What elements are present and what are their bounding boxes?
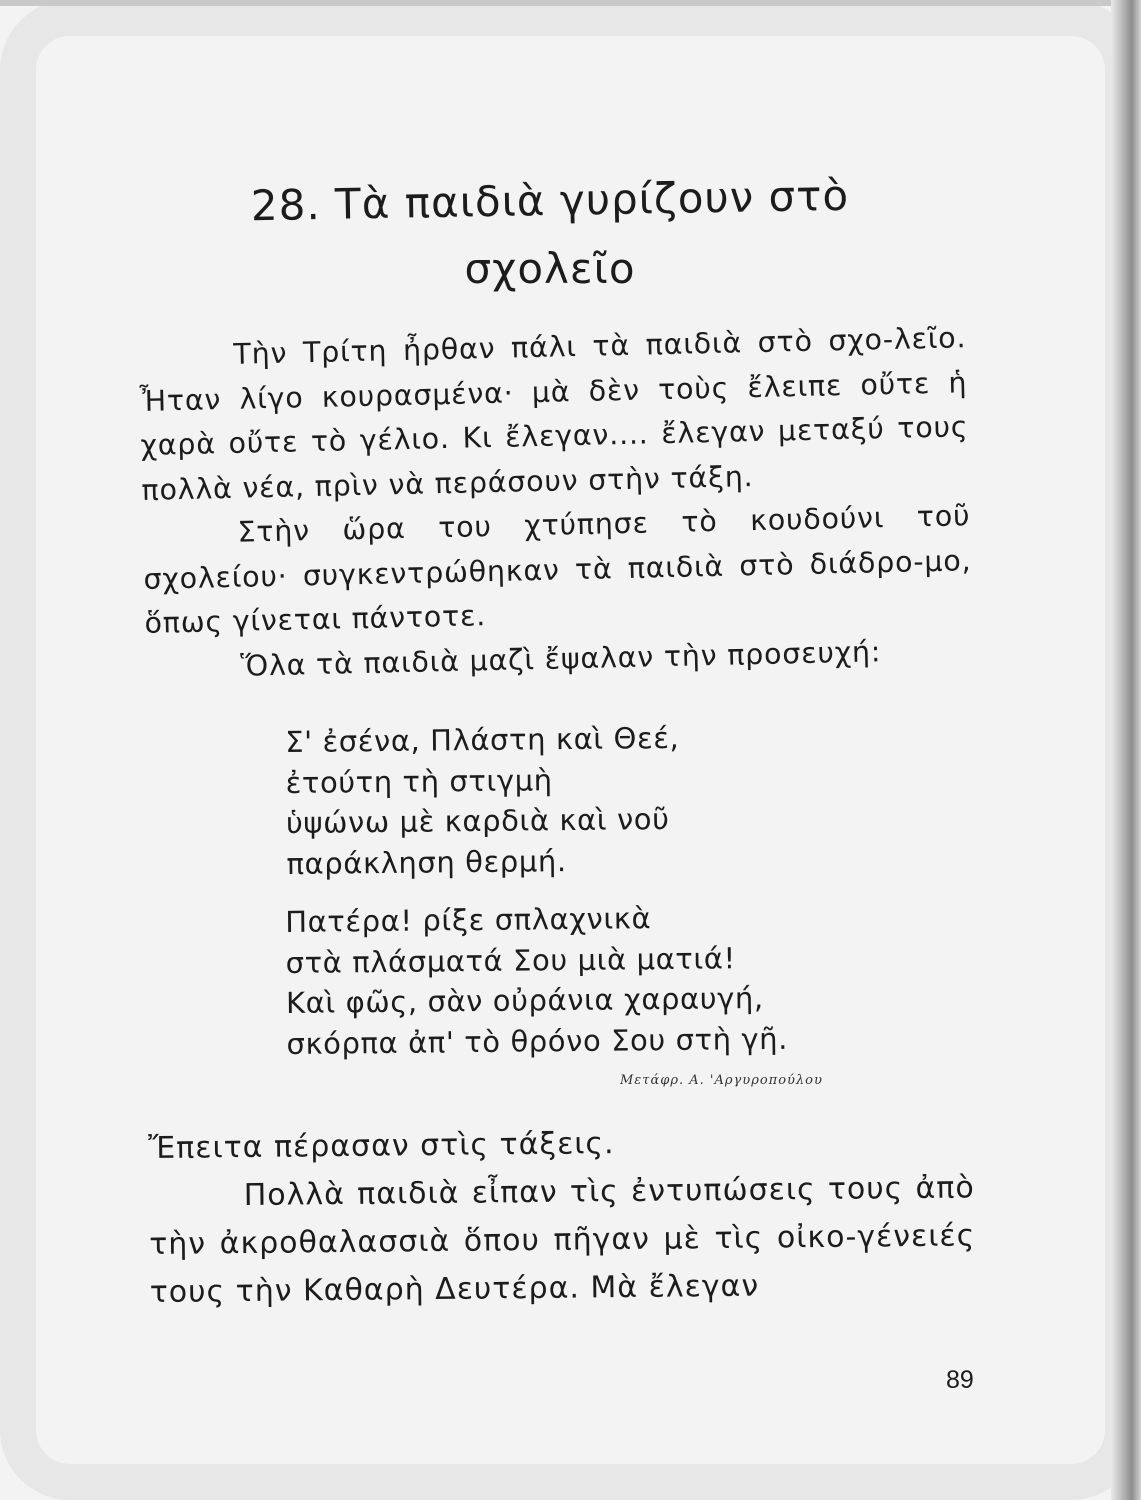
poem-line: Καὶ φῶς, σὰν οὐράνια χαραυγή, (285, 980, 764, 1020)
page-top-edge (0, 0, 1141, 6)
paragraph-classes: Ἔπειτα πέρασαν στὶς τάξεις. (148, 1126, 615, 1166)
poem-stanza-1 (285, 718, 681, 884)
poem-line: Πατέρα! ρίξε σπλαχνικὰ (285, 901, 652, 939)
poem-stanza-2 (285, 897, 788, 1064)
poem-line: Σ' ἐσένα, Πλάστη καὶ Θεέ, (285, 720, 680, 759)
poem-line: στὰ πλάσματά Σου μιὰ ματιά! (285, 940, 736, 980)
book-binding-shadow (1111, 0, 1141, 1500)
chapter-title-line-2: σχολεῖο (464, 244, 636, 293)
poem-line: παράκληση θερμή. (286, 843, 567, 881)
paragraph-impressions: Πολλὰ παιδιὰ εἶπαν τὶς ἐντυπώσεις τους ἀπὸ τὴν ἀκροθαλασσιὰ ὅπου πῆγαν μὲ τὶς οἰκο-γένειές τους τὴν Καθαρὴ Δευτέρα. Μὰ ἔλεγαν (149, 1170, 976, 1310)
paragraph-bell: Στὴν ὥρα του χτύπησε τὸ κουδούνι τοῦ σχολείου· συγκεντρώθηκαν τὰ παιδιὰ στὸ διάδρο-μο, ὅπως γίνεται πάντοτε. (143, 499, 972, 640)
poem-line: ἐτούτη τὴ στιγμὴ (285, 762, 553, 800)
poem-line: σκόρπα ἀπ' τὸ θρόνο Σου στὴ γῆ. (286, 1021, 789, 1061)
chapter-title-line-1: 28. Τὰ παιδιὰ γυρίζουν στὸ (250, 170, 850, 231)
poem-line: ὑψώνω μὲ καρδιὰ καὶ νοῦ (285, 801, 670, 840)
translator-attribution: Μετάφρ. Α. 'Αργυροπούλου (620, 1073, 823, 1088)
intro-text (138, 316, 974, 691)
paragraph-prayer-intro: Ὅλα τὰ παιδιὰ μαζὶ ἔψαλαν τὴν προσευχή: (240, 634, 882, 683)
paragraph-arrival: Τὴν Τρίτη ἦρθαν πάλι τὰ παιδιὰ στὸ σχο-λεῖο. Ἦταν λίγο κουρασμένα· μὰ δὲν τοὺς ἔλειπε οὔτε ἡ χαρὰ οὔτε τὸ γέλιο. Κι ἔλεγαν.... ἔλεγαν μεταξύ τους πολλὰ νέα, πρὶν νὰ περάσουν στὴν τάξη. (139, 321, 969, 507)
page-number: 89 (946, 1366, 974, 1394)
closing-text (148, 1116, 976, 1317)
